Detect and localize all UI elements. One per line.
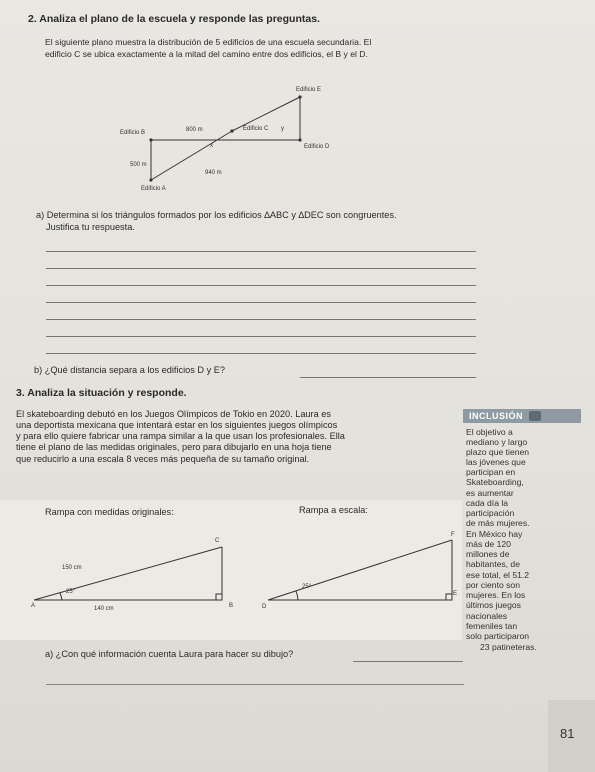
inclusion-line: de más mujeres. [466,518,530,528]
scaled-label-e: E [453,591,458,597]
section2-intro-line1: El siguiente plano muestra la distribución de 5 edificios de una escuela secundaria. El [45,37,372,47]
inclusion-line: millones de [466,549,510,559]
ramp-base: 140 cm [94,606,114,612]
inclusion-line: por ciento son [466,580,520,590]
inclusion-line: últimos juegos [466,600,521,610]
answer-line-3[interactable] [46,285,476,286]
question-2a-line2: Justifica tu respuesta. [46,222,135,232]
ramps-diagram [0,520,470,640]
label-x: x [210,143,213,149]
scaled-label-d: D [262,604,267,610]
label-edificio-b: Edificio B [120,130,146,136]
ramp-height: 150 cm [62,565,82,571]
question-2a-line1: a) Determina si los triángulos formados por los edificios ∆ABC y ∆DEC son congruentes. [36,210,397,220]
answer-line-3a-2[interactable] [46,684,464,685]
inclusion-line: femeniles tan [466,621,518,631]
inclusion-line: mediano y largo [466,437,528,447]
label-edificio-e: Edificio E [296,87,322,93]
label-edificio-a: Edificio A [141,186,166,192]
scaled-label-f: F [451,532,455,538]
inclusion-line: En México hay [466,529,523,539]
answer-line-4[interactable] [46,302,476,303]
label-distance-ab: 500 m [130,162,147,168]
scaled-angle: 25° [302,584,312,590]
section2-title: 2. Analiza el plano de la escuela y responde las preguntas. [28,13,320,25]
section2-intro-line2: edificio C se ubica exactamente a la mitad del camino entre dos edificios, el B y el D. [45,49,368,59]
inclusion-line: participan en [466,467,516,477]
inclusion-line: más de 120 [466,539,511,549]
answer-line-1[interactable] [46,251,476,252]
ramp-angle: 25° [66,589,76,595]
section3-para-line5: que reducirlo a una escala 8 veces más pequeña de su tamaño original. [16,454,310,464]
ramp-original-title: Rampa con medidas originales: [45,507,174,517]
inclusion-line: cada día la [466,498,509,508]
inclusion-line: participación [466,508,515,518]
inclusion-line: 23 patineteras. [480,642,537,652]
inclusion-line: las jóvenes que [466,457,526,467]
label-y: y [281,126,284,132]
ramp-label-c: C [215,538,220,544]
label-edificio-c: Edificio C [243,126,269,132]
inclusion-line: habitantes, de [466,559,520,569]
inclusion-icon [529,411,541,421]
section3-para-line2: una deportista mexicana que intentará estar en los siguientes juegos olímpicos [16,420,338,430]
inclusion-line: nacionales [466,611,508,621]
answer-line-3a[interactable] [353,661,463,662]
answer-line-2b[interactable] [300,377,476,378]
section3-title: 3. Analiza la situación y responde. [16,387,187,399]
buildings-diagram [0,0,595,210]
answer-line-6[interactable] [46,336,476,337]
inclusion-badge-label: INCLUSIÓN [469,411,523,421]
inclusion-badge [463,409,581,423]
inclusion-line: Skateboarding, [466,477,524,487]
inclusion-line: ese total, el 51.2 [466,570,530,580]
ramp-label-a: A [31,603,36,609]
inclusion-line: El objetivo a [466,427,513,437]
inclusion-line: es aumentar [466,488,514,498]
question-3a: a) ¿Con qué información cuenta Laura para hacer su dibujo? [45,649,294,659]
question-2b: b) ¿Qué distancia separa a los edificios D y E? [34,365,225,375]
label-distance-bc: 800 m [186,127,203,133]
label-distance-ac: 940 m [205,170,222,176]
label-edificio-d: Edificio D [304,144,330,150]
ramp-scale-title: Rampa a escala: [299,505,368,515]
inclusion-line: plazo que tienen [466,447,530,457]
answer-line-2[interactable] [46,268,476,269]
inclusion-line: solo participaron [466,631,530,641]
answer-line-5[interactable] [46,319,476,320]
section3-para-line3: y para ello quiere fabricar una rampa similar a la que usan los profesionales. Ella [16,431,345,441]
section3-para-line1: El skateboarding debutó en los Juegos Olímpicos de Tokio en 2020. Laura es [16,409,331,419]
ramp-label-b: B [229,603,234,609]
section3-para-line4: tiene el plano de las medidas originales, pero para dibujarlo en una hoja tiene [16,442,332,452]
inclusion-line: mujeres. En los [466,590,526,600]
page-number: 81 [560,726,575,741]
answer-line-7[interactable] [46,353,476,354]
